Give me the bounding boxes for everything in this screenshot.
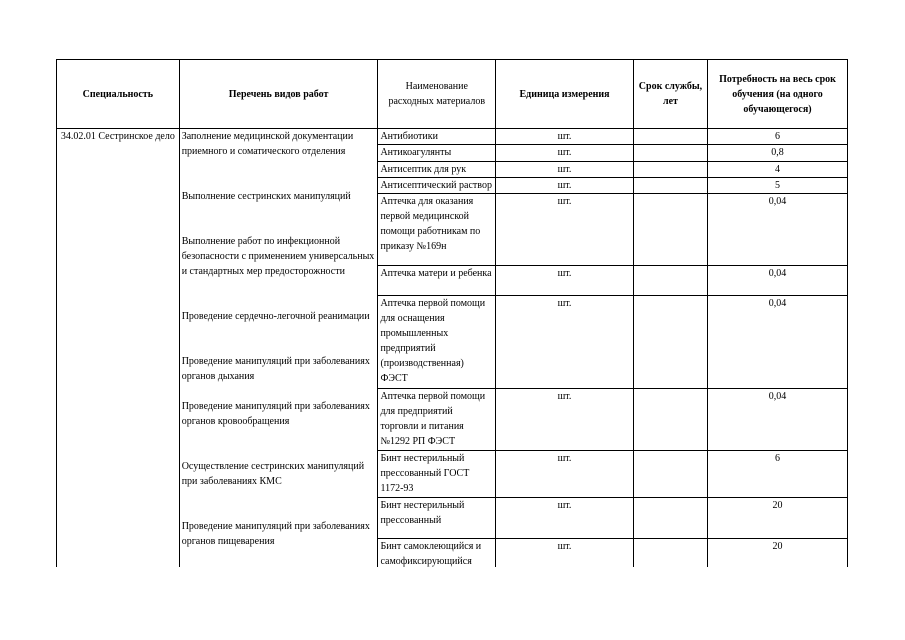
material-cell: Антисептический раствор	[378, 177, 496, 193]
material-cell: Бинт нестерильный прессованный	[378, 498, 496, 539]
need-cell: 6	[708, 129, 848, 145]
header-materials: Наименование расходных материалов	[378, 60, 496, 129]
life-cell	[633, 451, 707, 498]
need-cell: 0,8	[708, 145, 848, 161]
need-cell: 5	[708, 177, 848, 193]
need-cell: 0,04	[708, 296, 848, 389]
unit-cell: шт.	[496, 145, 634, 161]
material-cell: Аптечка матери и ребенка	[378, 265, 496, 296]
header-service-life: Срок службы, лет	[633, 60, 707, 129]
material-cell: Антикоагулянты	[378, 145, 496, 161]
work-item: Проведение сердечно-легочной реанимации	[181, 311, 370, 322]
material-cell: Аптечка первой помощи для оснащения промышленных предприятий (производственная) ФЭСТ	[378, 296, 496, 389]
need-cell: 20	[708, 539, 848, 580]
life-cell	[633, 389, 707, 451]
header-need: Потребность на весь срок обучения (на одного обучающегося)	[708, 60, 848, 129]
need-cell: 0,04	[708, 265, 848, 296]
need-cell: 0,04	[708, 194, 848, 265]
unit-cell: шт.	[496, 451, 634, 498]
works-cell	[179, 129, 378, 580]
life-cell	[633, 129, 707, 145]
unit-cell: шт.	[496, 498, 634, 539]
unit-cell: шт.	[496, 194, 634, 265]
work-item: Проведение манипуляций при заболеваниях органов пищеварения	[181, 521, 370, 547]
material-cell: Антисептик для рук	[378, 161, 496, 177]
work-item: Проведение манипуляций при заболеваниях органов кровообращения	[181, 401, 370, 427]
material-cell: Аптечка первой помощи для предприятий торговли и питания №1292 РП ФЭСТ	[378, 389, 496, 451]
life-cell	[633, 161, 707, 177]
header-unit: Единица измерения	[496, 60, 634, 129]
specialty-cell: 34.02.01 Сестринское дело	[57, 129, 180, 580]
header-works: Перечень видов работ	[179, 60, 378, 129]
unit-cell: шт.	[496, 177, 634, 193]
life-cell	[633, 296, 707, 389]
unit-cell: шт.	[496, 265, 634, 296]
unit-cell: шт.	[496, 129, 634, 145]
material-cell: Бинт нестерильный прессованный ГОСТ 1172-93	[378, 451, 496, 498]
material-cell: Антибиотики	[378, 129, 496, 145]
unit-cell: шт.	[496, 539, 634, 580]
unit-cell: шт.	[496, 296, 634, 389]
need-cell: 4	[708, 161, 848, 177]
life-cell	[633, 498, 707, 539]
table-row	[57, 129, 848, 145]
life-cell	[633, 265, 707, 296]
need-cell: 6	[708, 451, 848, 498]
life-cell	[633, 145, 707, 161]
header-specialty: Специальность	[57, 60, 180, 129]
unit-cell: шт.	[496, 161, 634, 177]
work-item: Проведение манипуляций при заболеваниях органов дыхания	[181, 356, 370, 382]
work-item: Заполнение медицинской документации приемного и соматического отделения	[181, 131, 354, 157]
consumables-table	[56, 59, 848, 580]
work-item: Выполнение работ по инфекционной безопасности с применением универсальных и стандартных мер предосторожности	[181, 236, 375, 277]
material-cell: Аптечка для оказания первой медицинской помощи работникам по приказу №169н	[378, 194, 496, 265]
need-cell: 0,04	[708, 389, 848, 451]
life-cell	[633, 177, 707, 193]
life-cell	[633, 194, 707, 265]
material-cell: Бинт самоклеющийся и самофиксирующийся	[378, 539, 496, 580]
work-item: Осуществление сестринских манипуляций при заболеваниях КМС	[181, 461, 365, 487]
page-bottom-margin	[0, 567, 905, 640]
unit-cell: шт.	[496, 389, 634, 451]
work-item: Выполнение сестринских манипуляций	[181, 191, 351, 202]
need-cell: 20	[708, 498, 848, 539]
table-header-row	[57, 60, 848, 129]
